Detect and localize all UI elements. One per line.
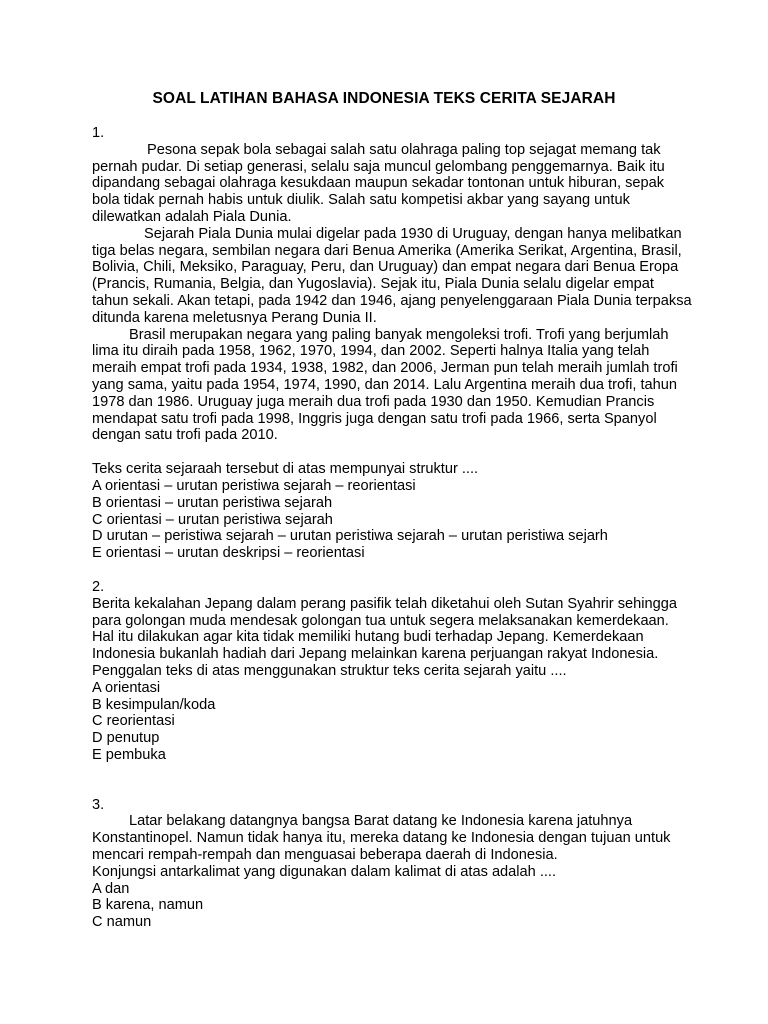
question-number: 2. (92, 578, 105, 595)
answer-option-e: E orientasi – urutan deskripsi – reorientasi (92, 545, 365, 562)
question-prompt: Teks cerita sejaraah tersebut di atas mempunyai struktur .... (92, 461, 479, 478)
page-title: SOAL LATIHAN BAHASA INDONESIA TEKS CERITA SEJARAH (152, 90, 616, 107)
answer-option-c: C orientasi – urutan peristiwa sejarah (92, 511, 333, 528)
question-1 (92, 125, 692, 562)
answer-option-a: A dan (92, 880, 130, 897)
answer-option-a: A orientasi (92, 679, 161, 696)
answer-option-c: C reorientasi (92, 713, 175, 730)
question-number: 1. (92, 125, 105, 141)
answer-option-b: B karena, namun (92, 897, 204, 914)
question-prompt: Konjungsi antarkalimat yang digunakan dalam kalimat di atas adalah .... (92, 863, 557, 880)
answer-option-c: C namun (92, 914, 152, 931)
question-paragraph: Pesona sepak bola sebagai salah satu olahraga paling top sejagat memang tak pernah pudar. Di setiap generasi, selalu saja muncul gelombang penggemarnya. Baik itu dipandang sebagai olahraga kesukdaan maupun sekadar tontonan untuk hiburan, sepak bola tidak pernah habis untuk diulik. Salah satu kompetisi akbar yang sayang untuk dilewatkan adalah Piala Dunia. (92, 141, 665, 225)
answer-option-d: D urutan – peristiwa sejarah – urutan peristiwa sejarah – urutan peristiwa sejarh (92, 528, 608, 545)
question-3 (92, 797, 692, 931)
question-paragraph: Berita kekalahan Jepang dalam perang pasifik telah diketahui oleh Sutan Syahrir sehingga para golongan muda mendesak golongan tua untuk segera melaksanakan kemerdekaan. Hal itu dilakukan agar kita tidak memiliki hutang budi terhadap Jepang. Kemerdekaan Indonesia bukanlah hadiah dari Jepang melainkan karena perjuangan rakyat Indonesia. (92, 595, 677, 663)
question-prompt: Penggalan teks di atas menggunakan struktur teks cerita sejarah yaitu .... (92, 662, 567, 679)
answer-option-e: E pembuka (92, 746, 166, 763)
answer-option-d: D penutup (92, 730, 160, 747)
answer-option-b: B orientasi – urutan peristiwa sejarah (92, 494, 333, 511)
question-paragraph: Latar belakang datangnya bangsa Barat datang ke Indonesia karena jatuhnya Konstantinopel. Namun tidak hanya itu, mereka datang ke Indonesia dengan tujuan untuk mencari rempah-rempah dan menguasai beberapa daerah di Indonesia. (92, 813, 671, 864)
answer-option-b: B kesimpulan/koda (92, 696, 216, 713)
question-paragraph: Brasil merupakan negara yang paling banyak mengoleksi trofi. Trofi yang berjumlah lima itu diraih pada 1958, 1962, 1970, 1994, dan 2002. Seperti halnya Italia yang telah meraih empat trofi pada 1934, 1938, 1982, dan 2006, Jerman pun telah meraih jumlah trofi yang sama, yaitu pada 1954, 1974, 1990, dan 2014. Lalu Argentina meraih dua trofi, tahun 1978 dan 1986. Uruguay juga meraih dua trofi pada 1930 dan 1950. Kemudian Prancis mendapat satu trofi pada 1998, Inggris juga dengan satu trofi pada 1966, serta Spanyol dengan satu trofi pada 2010. (92, 326, 678, 444)
answer-option-a: A orientasi – urutan peristiwa sejarah – reorientasi (92, 477, 416, 494)
document-body (92, 125, 692, 931)
question-paragraph: Sejarah Piala Dunia mulai digelar pada 1930 di Uruguay, dengan hanya melibatkan tiga belas negara, sembilan negara dari Benua Amerika (Amerika Serikat, Argentina, Brasil, Bolivia, Chili, Meksiko, Paraguay, Peru, dan Uruguay) dan empat negara dari Benua Eropa (Prancis, Rumania, Belgia, dan Yugoslavia). Sejak itu, Piala Dunia selalu digelar empat tahun sekali. Akan tetapi, pada 1942 dan 1946, ajang penyelenggaraan Piala Dunia terpaksa ditunda karena meletusnya Perang Dunia II. (92, 225, 692, 326)
question-number: 3. (92, 796, 105, 813)
question-2 (92, 579, 692, 764)
